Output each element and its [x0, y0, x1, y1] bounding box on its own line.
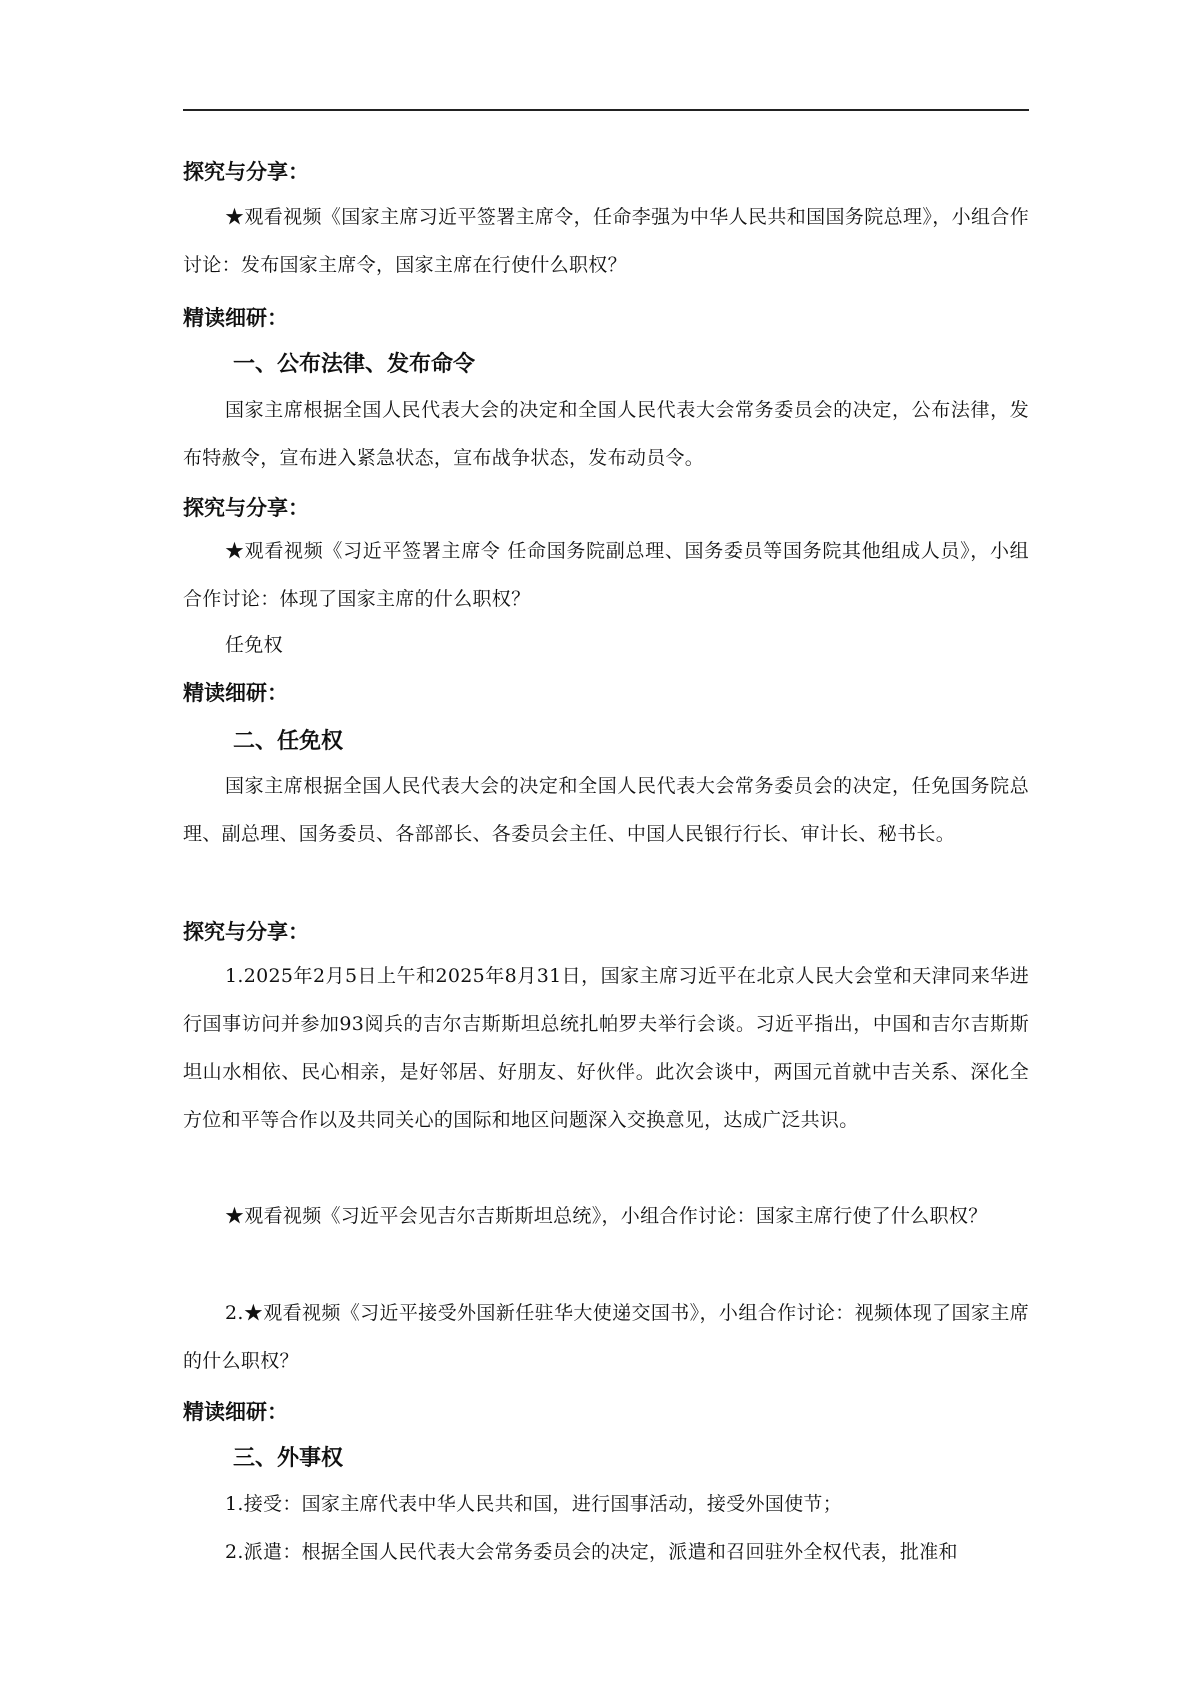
explore-1-text: ★观看视频《国家主席习近平签署主席令，任命李强为中华人民共和国国务院总理》，小组合作讨论：发布国家主席令，国家主席在行使什么职权？ [183, 206, 1029, 276]
explore-label: 探究与分享： [183, 160, 309, 184]
explore-3-paragraph-3: 2.★观看视频《习近平接受外国新任驻华大使递交国书》，小组合作讨论：视频体现了国家主席的什么职权？ [183, 1302, 1029, 1372]
explore-3-paragraph-2: ★观看视频《习近平会见吉尔吉斯斯坦总统》，小组合作讨论：国家主席行使了什么职权？ [225, 1205, 988, 1227]
explore-3-paragraph-1: 1.2025年2月5日上午和2025年8月31日，国家主席习近平在北京人民大会堂和天津同来华进行国事访问并参加93阅兵的吉尔吉斯斯坦总统扎帕罗夫举行会谈。习近平指出，中国和吉尔吉斯斯坦山水相依、民心相亲，是好邻居、好朋友、好伙伴。此次会谈中，两国元首就中吉关系、深化全方位和平等合作以及共同关心的国际和地区问题深入交换意见，达成广泛共识。 [183, 965, 1029, 1131]
study-label: 精读细研： [183, 306, 288, 330]
explore-2-answer: 任免权 [225, 634, 283, 656]
section-heading-1: 一、公布法律、发布命令 [233, 352, 476, 377]
section-heading-2: 二、任免权 [233, 729, 344, 754]
study-label: 精读细研： [183, 1400, 288, 1424]
explore-label: 探究与分享： [183, 496, 309, 520]
explore-label: 探究与分享： [183, 920, 309, 944]
section-3-item-2: 2.派遣：根据全国人民代表大会常务委员会的决定，派遣和召回驻外全权代表，批准和 [225, 1541, 958, 1563]
section-2-body: 国家主席根据全国人民代表大会的决定和全国人民代表大会常务委员会的决定，任免国务院总理、副总理、国务委员、各部部长、各委员会主任、中国人民银行行长、审计长、秘书长。 [183, 775, 1029, 845]
explore-2-text: ★观看视频《习近平签署主席令 任命国务院副总理、国务委员等国务院其他组成人员》，小组合作讨论：体现了国家主席的什么职权？ [183, 540, 1029, 610]
study-label: 精读细研： [183, 681, 288, 705]
section-1-body: 国家主席根据全国人民代表大会的决定和全国人民代表大会常务委员会的决定，公布法律，发布特赦令，宣布进入紧急状态，宣布战争状态，发布动员令。 [183, 399, 1029, 469]
section-heading-3: 三、外事权 [233, 1446, 344, 1471]
header-rule [183, 109, 1029, 111]
section-3-item-1: 1.接受：国家主席代表中华人民共和国，进行国事活动，接受外国使节； [225, 1493, 843, 1515]
